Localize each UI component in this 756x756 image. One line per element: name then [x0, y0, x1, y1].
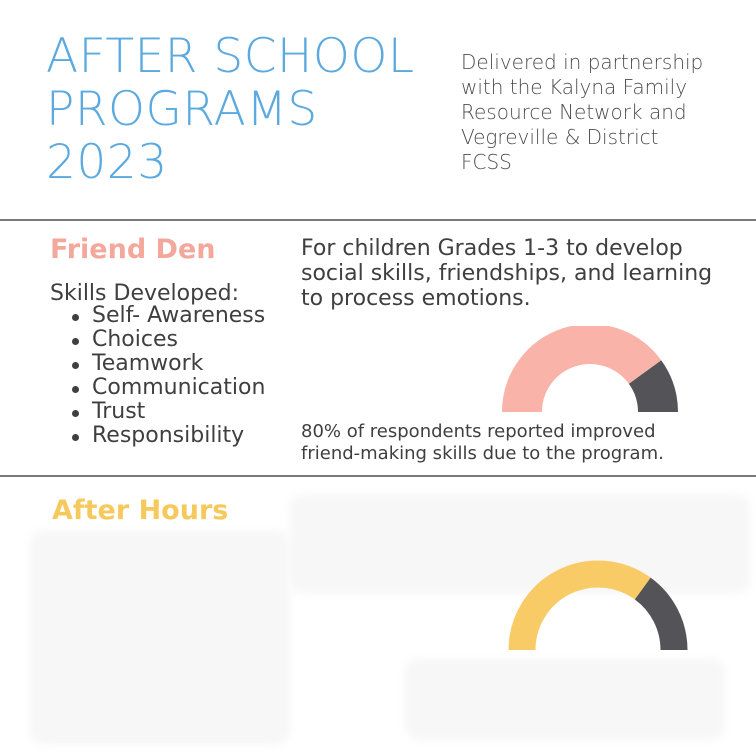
stat-line-2: friend-making skills due to the program.: [301, 443, 664, 464]
title-line-3: 2023: [46, 135, 168, 190]
partner-line-2: with the Kalyna Family: [461, 75, 688, 99]
skill-item: Self- Awareness: [72, 304, 265, 328]
section-divider: [0, 219, 756, 221]
partner-line-4: Vegreville & District: [461, 125, 659, 149]
title-line-1: AFTER SCHOOL: [46, 29, 415, 84]
friend-den-title: Friend Den: [50, 234, 216, 265]
after-hours-title: After Hours: [52, 495, 229, 526]
skills-list: [72, 304, 265, 448]
page-title: [46, 30, 446, 189]
gauge-remainder-arc: [643, 589, 674, 650]
skill-item: Trust: [72, 400, 265, 424]
skill-item: Choices: [72, 328, 265, 352]
partner-line-5: FCSS: [461, 150, 512, 174]
gauge-remainder-arc: [645, 372, 658, 412]
skill-item: Teamwork: [72, 352, 265, 376]
friend-den-stat: [301, 421, 741, 465]
gauge-fill-arc: [522, 574, 643, 650]
friend-den-gauge: [498, 326, 682, 416]
description-line-1: For children Grades 1-3 to develop: [301, 236, 683, 261]
section-divider: [0, 475, 756, 477]
skill-item: Communication: [72, 376, 265, 400]
description-line-2: social skills, friendships, and learning: [301, 261, 713, 286]
description-line-3: to process emotions.: [301, 286, 531, 311]
partnership-note: [461, 50, 751, 175]
stat-line-1: 80% of respondents reported improved: [301, 421, 656, 442]
title-line-2: PROGRAMS: [46, 82, 318, 137]
friend-den-description: [301, 236, 741, 311]
skill-item: Responsibility: [72, 424, 265, 448]
redacted-stat: [405, 658, 725, 740]
after-hours-gauge: [506, 556, 690, 652]
partner-line-1: Delivered in partnership: [461, 50, 704, 74]
gauge-fill-arc: [522, 344, 645, 412]
partner-line-3: Resource Network and: [461, 100, 687, 124]
skills-heading: Skills Developed:: [50, 281, 239, 306]
redacted-skills: [30, 530, 290, 745]
